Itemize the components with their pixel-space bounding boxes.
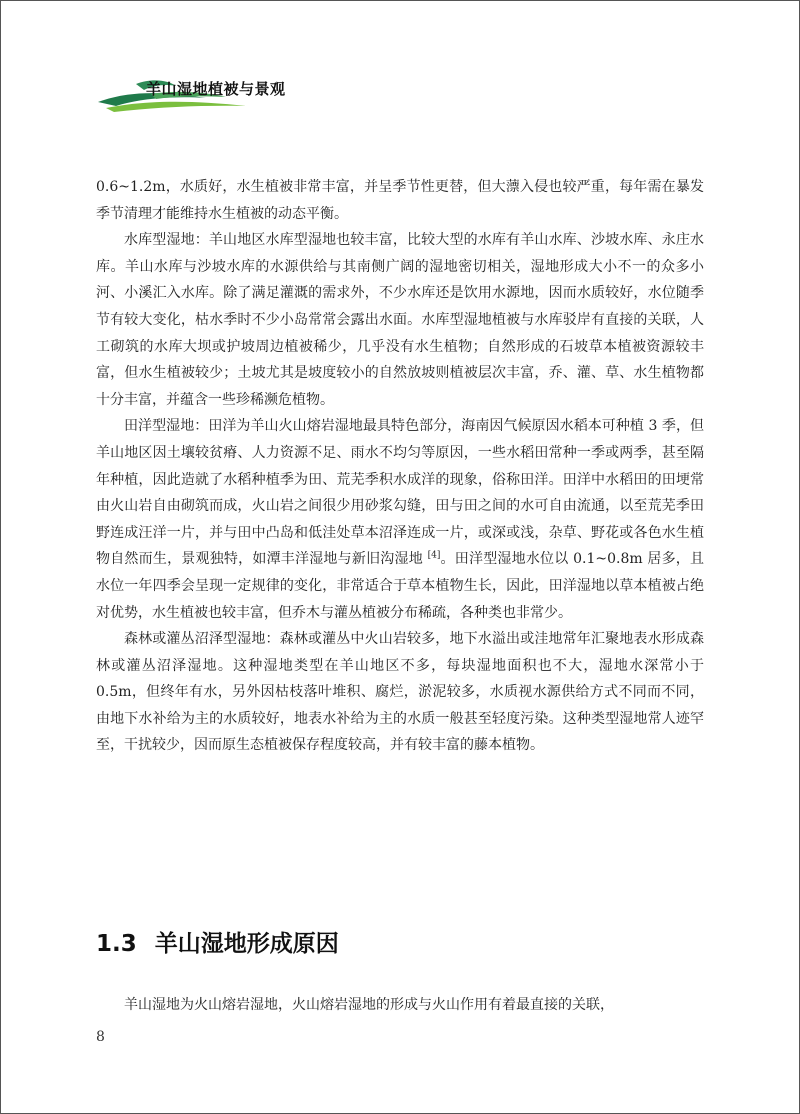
section-heading [96,925,339,958]
section-number: 1.3 [96,931,137,957]
paragraph-paddy-wetland [96,413,704,626]
paragraph-forest-swamp-wetland: 森林或灌丛沼泽型湿地：森林或灌丛中火山岩较多，地下水溢出或洼地常年汇聚地表水形成森林或灌丛沼泽湿地。这种湿地类型在羊山地区不多，每块湿地面积也不大，湿地水深常小于 0.5m，但终年有水，另外因枯枝落叶堆积、腐烂，淤泥较多，水质视水源供给方式不同而不同，由地下水补给为主的水质较好，地表水补给为主的水质一般甚至轻度污染。这种类型湿地常人迹罕至，干扰较少，因而原生态植被保存程度较高，并有较丰富的藤本植物。 [96,631,704,754]
book-title: 羊山湿地植被与景观 [146,80,286,98]
body-text [96,174,704,759]
section-title: 羊山湿地形成原因 [154,931,339,957]
paddy-text-part-2: 。田洋型湿地水位以 0.1~0.8m 居多，且水位一年四季会呈现一定规律的变化，非常适合于草本植物生长，因此，田洋湿地以草本植被占绝对优势，水生植被也较丰富，但乔木与灌丛植被分布稀疏，各种类也非常少。 [96,551,704,621]
paragraph-water-quality: 0.6~1.2m，水质好，水生植被非常丰富，并呈季节性更替，但大薸入侵也较严重，每年需在暴发季节清理才能维持水生植被的动态平衡。 [96,179,704,222]
running-header [96,72,356,122]
citation-ref[interactable]: [4] [427,550,441,561]
paragraph-reservoir-wetland: 水库型湿地：羊山地区水库型湿地也较丰富，比较大型的水库有羊山水库、沙坡水库、永庄水库。羊山水库与沙坡水库的水源供给与其南侧广阔的湿地密切相关，湿地形成大小不一的众多小河、小溪汇入水库。除了满足灌溉的需求外，不少水库还是饮用水源地，因而水质较好，水位随季节有较大变化，枯水季时不少小岛常常会露出水面。水库型湿地植被与水库驳岸有直接的关联，人工砌筑的水库大坝或护坡周边植被稀少，几乎没有水生植物；自然形成的石坡草本植被资源较丰富，但水生植被较少；土坡尤其是坡度较小的自然放坡则植被层次丰富，乔、灌、草、水生植物都十分丰富，并蕴含一些珍稀濒危植物。 [96,232,704,408]
section-intro-text [96,992,704,1019]
paragraph-section-intro: 羊山湿地为火山熔岩湿地，火山熔岩湿地的形成与火山作用有着最直接的关联， [124,997,614,1013]
page-number: 8 [96,1029,105,1045]
paddy-text-part-1: 田洋型湿地：田洋为羊山火山熔岩湿地最具特色部分，海南因气候原因水稻本可种植 3 季，但羊山地区因土壤较贫瘠、人力资源不足、雨水不均匀等原因，一些水稻田常种一季或两季，甚至隔年种植，因此造就了水稻种植季为田、荒芜季积水成洋的现象，俗称田洋。田洋中水稻田的田埂常由火山岩自由砌筑而成，火山岩之间很少用砂浆勾缝，田与田之间的水可自由流通，以至荒芜季田野连成汪洋一片，并与田中凸岛和低洼处草本沼泽连成一片，或深或浅，杂草、野花或各色水生植物自然而生，景观独特，如潭丰洋湿地与新旧沟湿地 [96,418,704,568]
